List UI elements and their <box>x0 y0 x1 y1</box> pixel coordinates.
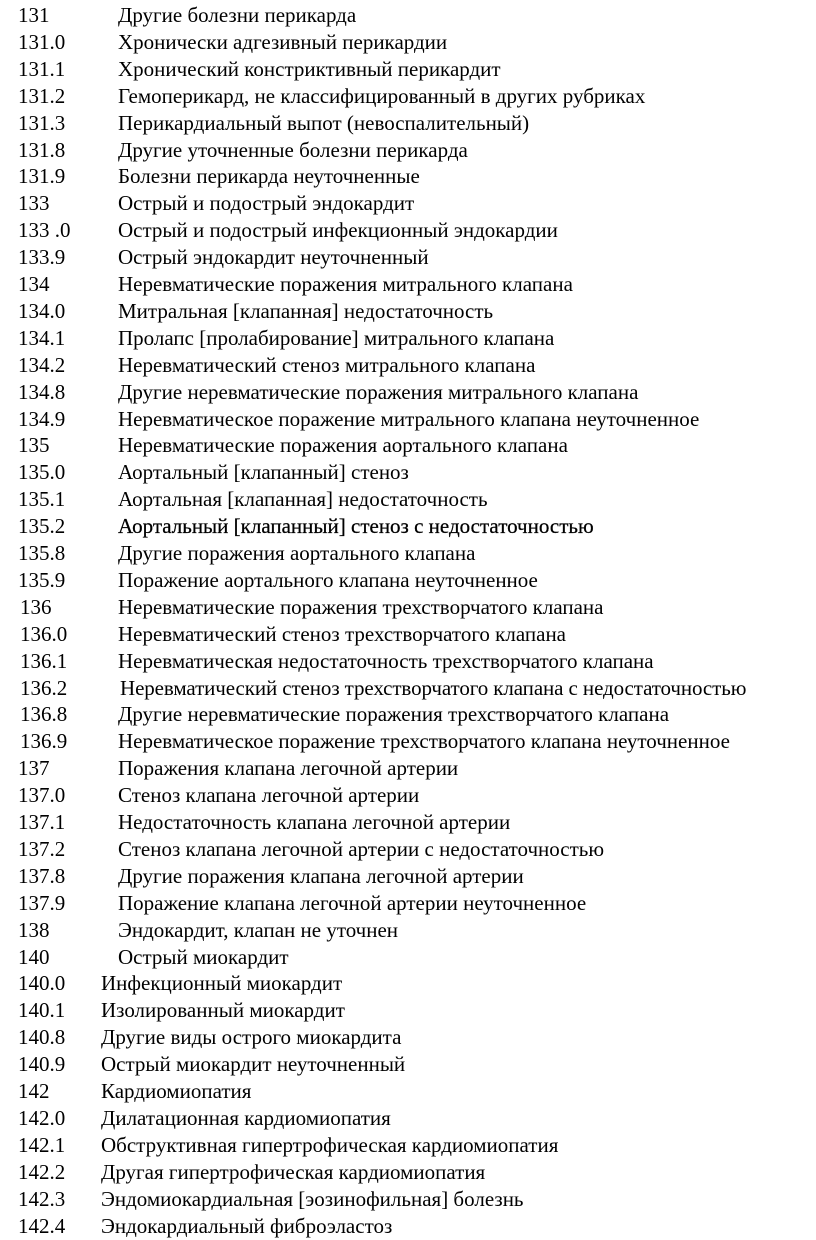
entry-description: Поражение клапана легочной артерии неуточненное <box>118 890 587 915</box>
entry-description: Острый эндокардит неуточненный <box>118 245 429 270</box>
entry-code: 134.9 <box>18 406 66 431</box>
entry-description: Хронически адгезивный перикардии <box>118 29 448 54</box>
entry-description: Аортальный [клапанный] стеноз с недостаточностью <box>118 514 594 539</box>
list-item <box>0 1159 816 1186</box>
entry-description: Поражения клапана легочной артерии <box>118 756 459 781</box>
list-item <box>0 298 816 325</box>
list-item <box>0 1078 816 1105</box>
list-item <box>0 917 816 944</box>
list-item <box>0 567 816 594</box>
entry-description: Митральная [клапанная] недостаточность <box>118 298 494 323</box>
entry-code: 137.1 <box>18 810 66 834</box>
entry-code: 136.9 <box>20 729 68 754</box>
entry-description: Аортальная [клапанная] недостаточность <box>118 487 488 512</box>
entry-description: Изолированный миокардит <box>101 998 345 1023</box>
entry-description: Стеноз клапана легочной артерии <box>118 783 420 808</box>
entry-description: Другие поражения аортального клапана <box>118 541 476 565</box>
list-item <box>0 271 816 298</box>
list-item <box>0 486 816 513</box>
entry-code: 133.9 <box>18 245 66 270</box>
entry-code: 137.0 <box>18 783 66 808</box>
entry-description: Другие виды острого миокардита <box>101 1025 402 1050</box>
entry-code: 137.2 <box>18 836 66 861</box>
list-item <box>0 1051 816 1078</box>
entry-description: Аортальный [клапанный] стеноз <box>118 460 409 485</box>
entry-description: Острый миокардит <box>118 944 289 969</box>
entry-description: Кардиомиопатия <box>101 1079 252 1103</box>
entry-code: 142.2 <box>18 1159 66 1184</box>
entry-code: 135.1 <box>18 487 66 512</box>
entry-code: 135.0 <box>18 460 66 485</box>
entry-description: Неревматический стеноз митрального клапана <box>118 352 536 377</box>
entry-description: Неревматические поражения трехстворчатого клапана <box>118 594 604 619</box>
entry-code: 142 <box>18 1079 50 1103</box>
entry-description: Пролапс [пролабирование] митрального клапана <box>118 325 555 350</box>
list-item <box>0 432 816 459</box>
entry-code: 137.8 <box>18 863 66 888</box>
entry-description: Неревматические поражения аортального клапана <box>118 433 568 458</box>
entry-code: 131.3 <box>18 110 66 135</box>
entry-code: 137 <box>18 756 50 781</box>
list-item <box>0 1186 816 1213</box>
entry-description: Гемоперикард, не классифицированный в других рубриках <box>118 83 646 108</box>
entry-code: 138 <box>18 917 50 942</box>
list-item <box>0 459 816 486</box>
entry-code: 136 <box>20 594 52 619</box>
list-item <box>0 56 816 83</box>
entry-code: 133 <box>18 191 50 216</box>
list-item <box>0 675 816 702</box>
entry-description: Острый и подострый эндокардит <box>118 191 415 216</box>
entry-description: Неревматический стеноз трехстворчатого клапана <box>118 621 567 646</box>
list-item <box>0 83 816 110</box>
list-item <box>0 29 816 56</box>
entry-code: 131.0 <box>18 29 66 54</box>
list-item <box>0 970 816 997</box>
list-item <box>0 755 816 782</box>
list-item <box>0 244 816 271</box>
entry-code: 131.2 <box>18 83 66 108</box>
list-item <box>0 594 816 621</box>
entry-code: 135.8 <box>18 541 66 565</box>
list-item <box>0 1024 816 1051</box>
entry-code: 134 <box>18 272 50 296</box>
entry-code: 135.2 <box>18 514 66 539</box>
entry-code: 136.2 <box>20 675 68 700</box>
list-item <box>0 2 816 29</box>
entry-description: Неревматический стеноз трехстворчатого клапана с недостаточностью <box>120 675 747 700</box>
list-item <box>0 513 816 540</box>
entry-description: Неревматическая недостаточность трехстворчатого клапана <box>118 648 654 673</box>
list-item <box>0 217 816 244</box>
entry-code: 140.1 <box>18 998 66 1023</box>
entry-code: 142.4 <box>18 1213 66 1238</box>
entry-code: 134.8 <box>18 379 66 404</box>
list-item <box>0 379 816 406</box>
entry-description: Инфекционный миокардит <box>101 971 343 996</box>
list-item <box>0 163 816 190</box>
entry-description: Другие уточненные болезни перикарда <box>118 137 468 162</box>
entry-description: Другая гипертрофическая кардиомиопатия <box>101 1159 486 1184</box>
list-item <box>0 352 816 379</box>
entry-description: Эндокардиальный фиброэластоз <box>101 1213 393 1238</box>
list-item <box>0 137 816 164</box>
list-item <box>0 648 816 675</box>
list-item <box>0 782 816 809</box>
entry-code: 140.9 <box>18 1052 66 1077</box>
list-item <box>0 621 816 648</box>
list-item <box>0 997 816 1024</box>
list-item <box>0 406 816 433</box>
list-item <box>0 190 816 217</box>
list-item <box>0 944 816 971</box>
entry-description: Острый миокардит неуточненный <box>101 1052 406 1077</box>
list-item <box>0 890 816 917</box>
entry-code: 134.2 <box>18 352 66 377</box>
entry-description: Неревматическое поражение митрального клапана неуточненное <box>118 406 700 431</box>
entry-code: 140 <box>18 944 50 969</box>
entry-code: 142.0 <box>18 1105 66 1130</box>
entry-code: 136.0 <box>20 621 68 646</box>
entry-code: 135.9 <box>18 567 66 592</box>
entry-code: 137.9 <box>18 890 66 915</box>
entry-description: Перикардиальный выпот (невоспалительный) <box>118 110 530 135</box>
list-item <box>0 110 816 137</box>
entry-code: 131 <box>18 3 50 27</box>
entry-description: Другие болезни перикарда <box>118 3 357 27</box>
entry-description: Стеноз клапана легочной артерии с недостаточностью <box>118 836 605 861</box>
entry-description: Неревматическое поражение трехстворчатого клапана неуточненное <box>118 729 730 754</box>
list-item <box>0 836 816 863</box>
list-item <box>0 701 816 728</box>
entry-code: 136.8 <box>20 702 68 727</box>
entry-code: 142.3 <box>18 1186 66 1211</box>
entry-code: 131.1 <box>18 56 66 81</box>
entry-description: Хронический констриктивный перикардит <box>118 56 501 81</box>
list-item <box>0 1105 816 1132</box>
entry-description: Поражение аортального клапана неуточненное <box>118 567 538 592</box>
entry-code: 131.8 <box>18 137 66 162</box>
entry-code: 131.9 <box>18 164 66 189</box>
entry-code: 142.1 <box>18 1132 66 1157</box>
entry-description: Дилатационная кардиомиопатия <box>101 1105 391 1130</box>
entry-description: Острый и подострый инфекционный эндокардии <box>118 218 558 243</box>
list-item <box>0 1213 816 1240</box>
list-item <box>0 728 816 755</box>
entry-description: Недостаточность клапана легочной артерии <box>118 810 511 834</box>
entry-description: Болезни перикарда неуточненные <box>118 164 420 189</box>
entry-description: Эндомиокардиальная [эозинофильная] болезнь <box>101 1186 524 1211</box>
entry-description: Неревматические поражения митрального клапана <box>118 272 573 296</box>
entry-code: 133 .0 <box>18 218 71 243</box>
list-item <box>0 1132 816 1159</box>
entry-code: 134.1 <box>18 325 66 350</box>
list-item <box>0 809 816 836</box>
entry-code: 140.8 <box>18 1025 66 1050</box>
entry-code: 134.0 <box>18 298 66 323</box>
entry-code: 140.0 <box>18 971 66 996</box>
entry-description: Другие поражения клапана легочной артерии <box>118 863 524 888</box>
list-item <box>0 540 816 567</box>
entry-description: Эндокардит, клапан не уточнен <box>118 917 399 942</box>
entry-code: 136.1 <box>20 648 68 673</box>
list-item <box>0 863 816 890</box>
entry-description: Другие неревматические поражения митрального клапана <box>118 379 639 404</box>
entry-description: Обструктивная гипертрофическая кардиомиопатия <box>101 1132 559 1157</box>
list-item <box>0 325 816 352</box>
entry-description: Другие неревматические поражения трехстворчатого клапана <box>118 702 670 727</box>
entry-code: 135 <box>18 433 50 458</box>
